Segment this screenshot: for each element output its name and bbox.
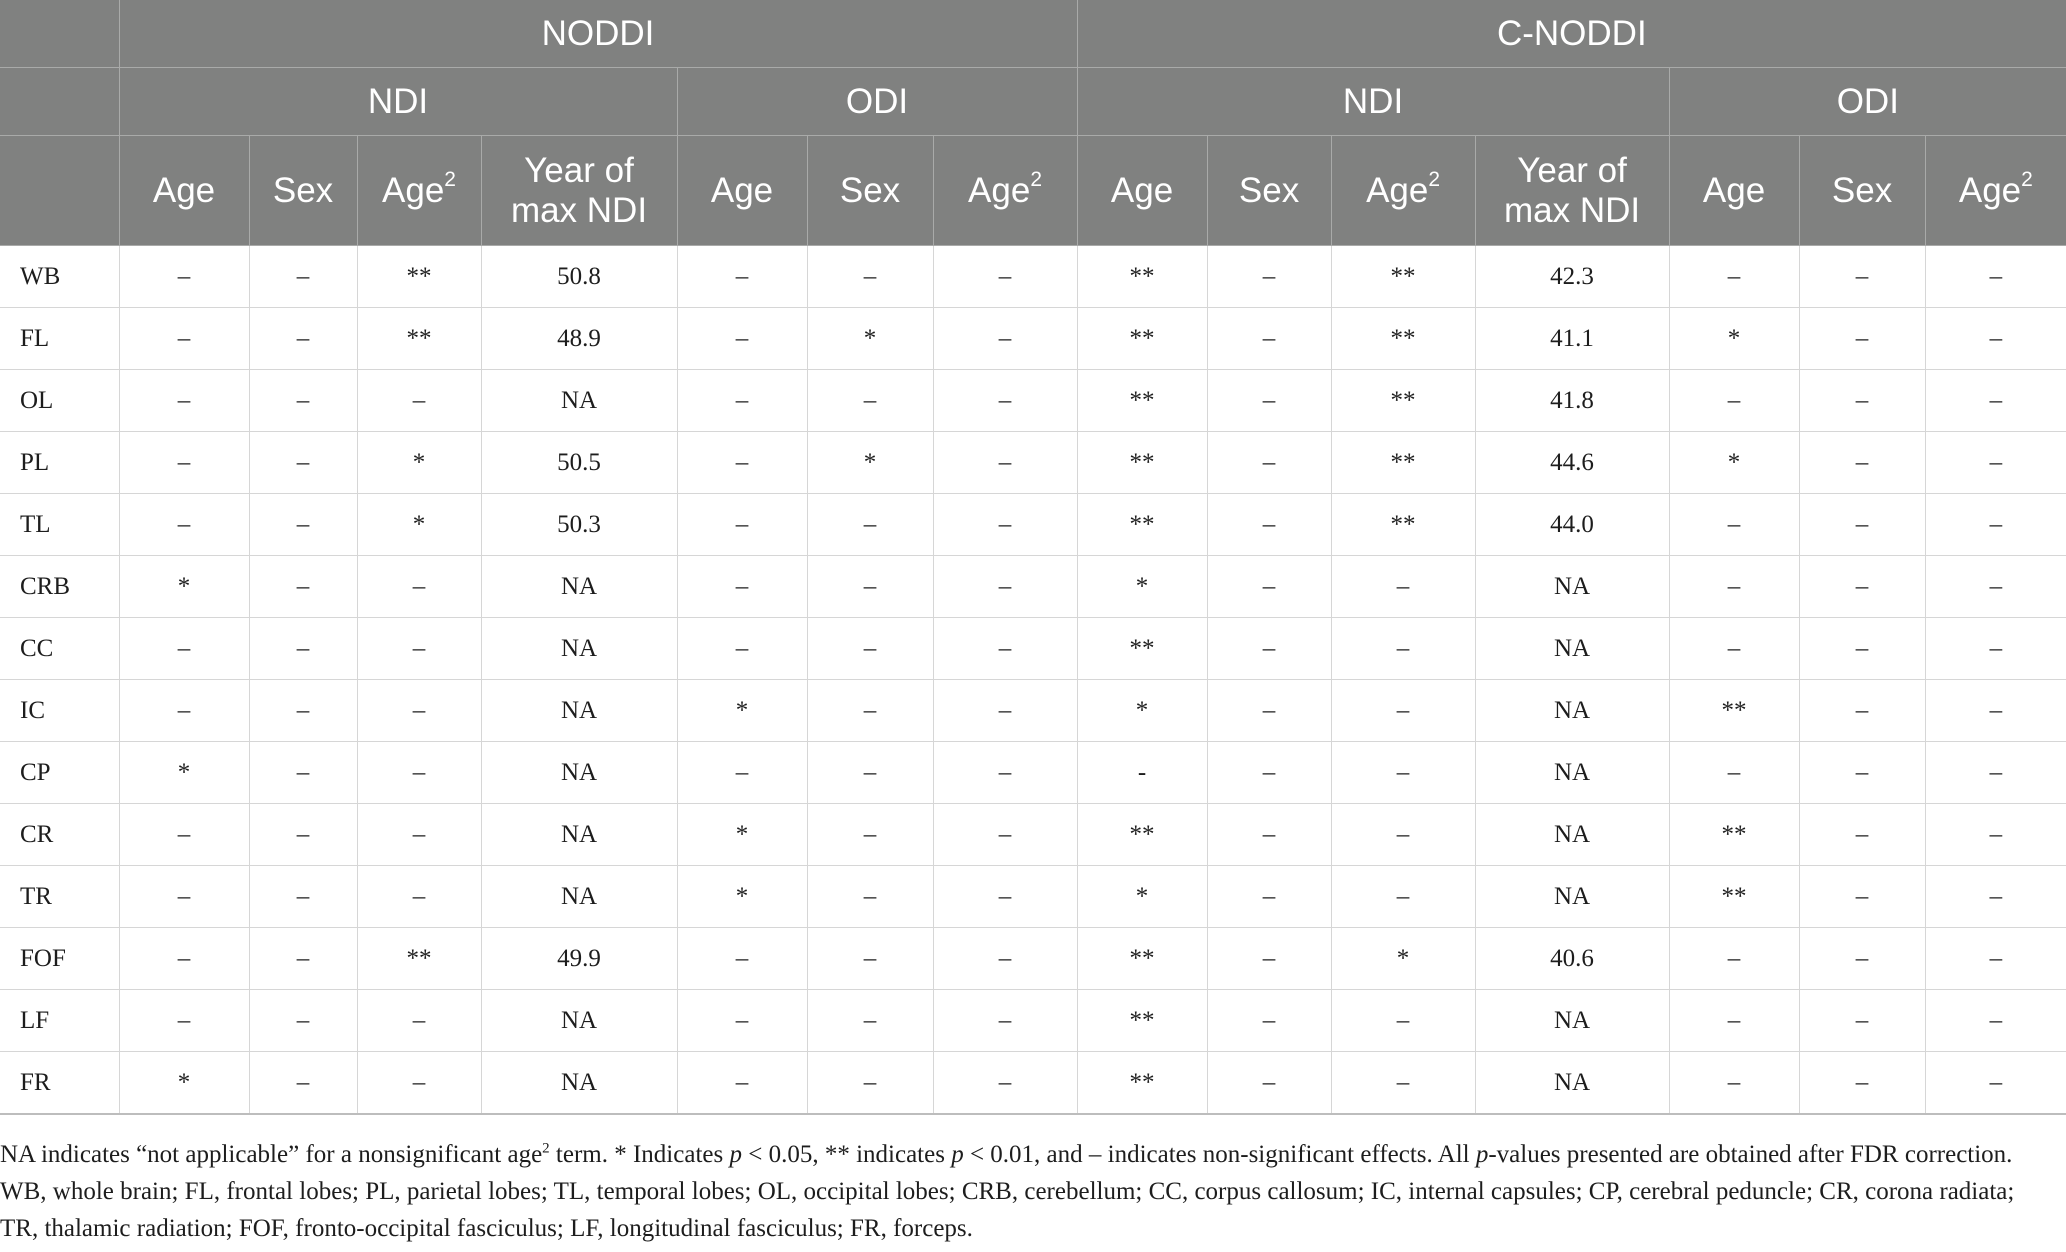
table-cell: –: [1331, 804, 1475, 866]
table-cell: –: [807, 742, 933, 804]
table-cell: –: [807, 556, 933, 618]
table-cell: NA: [481, 1052, 677, 1115]
table-cell: –: [357, 866, 481, 928]
year-max-line2: max NDI: [510, 190, 648, 230]
row-label: TL: [0, 494, 119, 556]
table-cell: 42.3: [1475, 246, 1669, 308]
table-cell: –: [1669, 928, 1799, 990]
table-row: [0, 618, 2066, 680]
table-row: [0, 804, 2066, 866]
table-cell: –: [933, 866, 1077, 928]
table-cell: NA: [481, 990, 677, 1052]
table-cell: –: [249, 680, 357, 742]
table-cell: –: [1925, 370, 2066, 432]
table-cell: *: [807, 308, 933, 370]
table-cell: **: [1077, 246, 1207, 308]
table-cell: –: [1925, 990, 2066, 1052]
table-cell: –: [677, 618, 807, 680]
footnote-italic-p: p: [1475, 1141, 1489, 1168]
table-cell: –: [807, 680, 933, 742]
table-cell: –: [119, 246, 249, 308]
table-cell: –: [249, 990, 357, 1052]
table-cell: *: [119, 1052, 249, 1115]
table-cell: –: [933, 742, 1077, 804]
table-row: [0, 370, 2066, 432]
age-squared-base: Age: [382, 170, 445, 210]
table-cell: **: [1077, 990, 1207, 1052]
table-cell: –: [249, 494, 357, 556]
table-cell: –: [1207, 494, 1331, 556]
table-cell: NA: [1475, 618, 1669, 680]
table-row: [0, 308, 2066, 370]
table-cell: –: [249, 370, 357, 432]
row-label: WB: [0, 246, 119, 308]
table-cell: –: [1669, 556, 1799, 618]
table-cell: –: [1669, 618, 1799, 680]
year-max-line2: max NDI: [1503, 190, 1641, 230]
table-row: [0, 742, 2066, 804]
table-cell: –: [1207, 742, 1331, 804]
table-cell: –: [677, 742, 807, 804]
table-cell: –: [119, 370, 249, 432]
row-label: FR: [0, 1052, 119, 1115]
footnote-text: NA indicates “not applicable” for a nonsignificant age: [0, 1141, 543, 1168]
table-cell: *: [1077, 556, 1207, 618]
metric-header-c-noddi-odi: ODI: [1669, 68, 2066, 136]
table-cell: –: [807, 990, 933, 1052]
table-cell: –: [677, 990, 807, 1052]
corner-cell: [0, 0, 119, 68]
table-cell: –: [933, 1052, 1077, 1115]
table-cell: 44.0: [1475, 494, 1669, 556]
table-cell: –: [357, 742, 481, 804]
table-cell: 50.3: [481, 494, 677, 556]
row-label: TR: [0, 866, 119, 928]
table-cell: –: [1925, 680, 2066, 742]
table-cell: –: [119, 990, 249, 1052]
table-cell: –: [119, 494, 249, 556]
table-cell: *: [677, 680, 807, 742]
table-cell: **: [1669, 804, 1799, 866]
row-label: CC: [0, 618, 119, 680]
table-cell: –: [1207, 1052, 1331, 1115]
table-cell: –: [1925, 742, 2066, 804]
col-header-sex: Sex: [1799, 136, 1925, 246]
table-cell: *: [1331, 928, 1475, 990]
table-cell: –: [357, 618, 481, 680]
table-cell: –: [249, 308, 357, 370]
table-cell: –: [1207, 556, 1331, 618]
table-cell: –: [119, 804, 249, 866]
table-cell: –: [357, 680, 481, 742]
table-row: [0, 246, 2066, 308]
corner-cell: [0, 136, 119, 246]
table-cell: *: [807, 432, 933, 494]
table-cell: –: [1207, 246, 1331, 308]
table-cell: –: [1669, 990, 1799, 1052]
table-cell: **: [1331, 246, 1475, 308]
table-cell: **: [1077, 618, 1207, 680]
table-cell: –: [1799, 866, 1925, 928]
table-cell: –: [807, 928, 933, 990]
table-cell: –: [249, 432, 357, 494]
table-cell: NA: [481, 742, 677, 804]
table-cell: –: [933, 618, 1077, 680]
table-cell: 41.8: [1475, 370, 1669, 432]
table-cell: –: [1799, 370, 1925, 432]
table-cell: –: [807, 866, 933, 928]
table-cell: –: [933, 246, 1077, 308]
table-cell: NA: [1475, 866, 1669, 928]
col-header-age: Age: [119, 136, 249, 246]
table-cell: –: [1331, 1052, 1475, 1115]
age-squared-base: Age: [968, 170, 1031, 210]
age-squared-exponent: 2: [444, 167, 456, 191]
table-cell: –: [807, 370, 933, 432]
age-squared-base: Age: [1958, 170, 2022, 210]
table-cell: *: [1669, 308, 1799, 370]
year-max-line1: Year of: [1517, 150, 1627, 190]
age-squared-exponent: 2: [1428, 167, 1441, 191]
table-cell: –: [1331, 556, 1475, 618]
table-cell: –: [807, 494, 933, 556]
table-cell: –: [1331, 990, 1475, 1052]
table-cell: –: [119, 680, 249, 742]
table-cell: NA: [1475, 804, 1669, 866]
table-row: [0, 1052, 2066, 1115]
table-cell: –: [1799, 308, 1925, 370]
table-cell: –: [1331, 742, 1475, 804]
table-cell: –: [807, 1052, 933, 1115]
table-cell: –: [677, 308, 807, 370]
table-cell: –: [1207, 866, 1331, 928]
row-label: PL: [0, 432, 119, 494]
table-cell: –: [119, 308, 249, 370]
table-cell: –: [677, 432, 807, 494]
table-cell: **: [1331, 494, 1475, 556]
table-cell: **: [1331, 370, 1475, 432]
table-cell: **: [1331, 308, 1475, 370]
table-cell: –: [933, 556, 1077, 618]
table-cell: –: [1925, 618, 2066, 680]
table-cell: NA: [481, 370, 677, 432]
table-cell: *: [119, 556, 249, 618]
table-cell: –: [1799, 556, 1925, 618]
col-header-sex: Sex: [807, 136, 933, 246]
table-cell: *: [677, 804, 807, 866]
table-cell: –: [677, 556, 807, 618]
col-header-age: Age: [677, 136, 807, 246]
table-cell: –: [1799, 680, 1925, 742]
table-cell: –: [1925, 432, 2066, 494]
footnote-text: < 0.01, and – indicates non-significant effects. All: [963, 1141, 1476, 1168]
table-cell: **: [1077, 432, 1207, 494]
table-cell: –: [933, 928, 1077, 990]
col-header-sex: Sex: [249, 136, 357, 246]
table-cell: –: [1207, 370, 1331, 432]
table-cell: –: [249, 928, 357, 990]
table-cell: –: [119, 928, 249, 990]
table-cell: –: [1207, 804, 1331, 866]
table-cell: –: [677, 494, 807, 556]
table-cell: –: [1331, 866, 1475, 928]
row-label: OL: [0, 370, 119, 432]
table-cell: NA: [1475, 742, 1669, 804]
table-cell: -: [1077, 742, 1207, 804]
table-cell: NA: [481, 804, 677, 866]
table-cell: –: [1207, 928, 1331, 990]
table-cell: –: [1925, 246, 2066, 308]
table-cell: 44.6: [1475, 432, 1669, 494]
table-cell: –: [249, 556, 357, 618]
footnote-italic-p: p: [951, 1141, 964, 1168]
metric-header-c-noddi-ndi: NDI: [1077, 68, 1669, 136]
table-footnote: [0, 1136, 2050, 1247]
table-cell: *: [357, 432, 481, 494]
table-cell: –: [807, 246, 933, 308]
table-cell: 49.9: [481, 928, 677, 990]
table-header: [0, 0, 2066, 246]
table-cell: *: [119, 742, 249, 804]
group-header-c-noddi: C-NODDI: [1077, 0, 2066, 68]
table-cell: NA: [1475, 990, 1669, 1052]
table-row: [0, 928, 2066, 990]
row-label: CP: [0, 742, 119, 804]
row-label: FOF: [0, 928, 119, 990]
table-cell: 50.5: [481, 432, 677, 494]
row-label: CRB: [0, 556, 119, 618]
table-cell: –: [357, 804, 481, 866]
table-cell: –: [357, 990, 481, 1052]
table-cell: –: [1925, 556, 2066, 618]
table-body: [0, 246, 2066, 1115]
table-cell: NA: [1475, 680, 1669, 742]
age-squared-exponent: 2: [1030, 167, 1042, 191]
table-row: [0, 556, 2066, 618]
table-cell: –: [807, 618, 933, 680]
table-cell: –: [1331, 618, 1475, 680]
table-cell: –: [249, 804, 357, 866]
table-cell: *: [677, 866, 807, 928]
age-squared-base: Age: [1366, 170, 1429, 210]
metric-header-noddi-ndi: NDI: [119, 68, 677, 136]
table-cell: –: [1669, 1052, 1799, 1115]
table-row: [0, 680, 2066, 742]
col-header-age-squared: [357, 136, 481, 246]
table-cell: –: [1799, 990, 1925, 1052]
table-cell: –: [677, 1052, 807, 1115]
col-header-year-max-ndi: [1475, 136, 1669, 246]
table-cell: NA: [481, 556, 677, 618]
table-cell: 40.6: [1475, 928, 1669, 990]
table-cell: –: [1207, 432, 1331, 494]
table-cell: 48.9: [481, 308, 677, 370]
table-cell: –: [1207, 308, 1331, 370]
table-cell: *: [1077, 866, 1207, 928]
col-header-year-max-ndi: [481, 136, 677, 246]
table-cell: 50.8: [481, 246, 677, 308]
table-row: [0, 866, 2066, 928]
table-cell: **: [1077, 1052, 1207, 1115]
table-cell: **: [1077, 308, 1207, 370]
table-cell: –: [1669, 246, 1799, 308]
table-cell: –: [119, 866, 249, 928]
table-cell: –: [1925, 928, 2066, 990]
table-cell: –: [677, 928, 807, 990]
table-cell: –: [1799, 618, 1925, 680]
row-label: FL: [0, 308, 119, 370]
table-cell: –: [1799, 246, 1925, 308]
table-cell: –: [1925, 866, 2066, 928]
table-cell: –: [677, 246, 807, 308]
footnote-italic-p: p: [729, 1141, 742, 1168]
col-header-age: Age: [1669, 136, 1799, 246]
table-cell: –: [357, 1052, 481, 1115]
table-cell: NA: [1475, 1052, 1669, 1115]
col-header-age: Age: [1077, 136, 1207, 246]
col-header-age-squared: [933, 136, 1077, 246]
table-cell: *: [1669, 432, 1799, 494]
table-cell: –: [119, 432, 249, 494]
table-cell: –: [1331, 680, 1475, 742]
table-cell: –: [933, 680, 1077, 742]
table-cell: –: [933, 804, 1077, 866]
table-cell: –: [1925, 494, 2066, 556]
table-cell: –: [1799, 804, 1925, 866]
table-cell: **: [1077, 370, 1207, 432]
table-cell: NA: [1475, 556, 1669, 618]
table-cell: –: [1799, 432, 1925, 494]
table-cell: –: [1207, 618, 1331, 680]
group-header-noddi: NODDI: [119, 0, 1077, 68]
col-header-sex: Sex: [1207, 136, 1331, 246]
table-cell: –: [933, 370, 1077, 432]
table-cell: –: [249, 742, 357, 804]
table-cell: NA: [481, 618, 677, 680]
table-row: [0, 990, 2066, 1052]
row-label: LF: [0, 990, 119, 1052]
table-cell: –: [119, 618, 249, 680]
table-cell: –: [677, 370, 807, 432]
col-header-age-squared: [1331, 136, 1475, 246]
table-cell: –: [807, 804, 933, 866]
table-cell: **: [357, 308, 481, 370]
table-cell: *: [1077, 680, 1207, 742]
table-cell: –: [1207, 990, 1331, 1052]
age-squared-exponent: 2: [2021, 167, 2033, 191]
table-cell: –: [933, 494, 1077, 556]
table-cell: –: [1925, 1052, 2066, 1115]
table-cell: –: [249, 1052, 357, 1115]
table-cell: **: [1077, 928, 1207, 990]
table-cell: **: [1669, 680, 1799, 742]
table-cell: –: [1799, 494, 1925, 556]
table-cell: –: [1799, 1052, 1925, 1115]
table-cell: –: [357, 370, 481, 432]
year-max-line1: Year of: [524, 150, 634, 190]
row-label: IC: [0, 680, 119, 742]
table-cell: NA: [481, 866, 677, 928]
table-cell: –: [933, 308, 1077, 370]
table-cell: NA: [481, 680, 677, 742]
corner-cell: [0, 68, 119, 136]
table-cell: –: [357, 556, 481, 618]
table-cell: –: [1925, 308, 2066, 370]
table-cell: **: [1077, 804, 1207, 866]
footnote-superscript: 2: [542, 1140, 550, 1157]
table-cell: **: [1669, 866, 1799, 928]
table-row: [0, 432, 2066, 494]
table-cell: **: [357, 928, 481, 990]
metric-header-noddi-odi: ODI: [677, 68, 1077, 136]
footnote-text: -values presented are obtained after FDR correction. WB, whole brain; FL, frontal lobes; PL, parietal lobes; TL, temporal lobes; OL, occipital lobes; CRB, cerebellum; CC, corpus callosum; IC, internal capsules; CP, cerebral peduncle; CR, corona radiata; TR, thalamic radiation; FOF, fronto-occipital fasciculus; LF, longitudinal fasciculus; FR, forceps.: [0, 1141, 2015, 1242]
table-cell: –: [249, 618, 357, 680]
table-cell: –: [1669, 370, 1799, 432]
table-cell: 41.1: [1475, 308, 1669, 370]
table-cell: –: [1207, 680, 1331, 742]
table-cell: **: [357, 246, 481, 308]
table-cell: *: [357, 494, 481, 556]
table-cell: –: [249, 246, 357, 308]
table-cell: –: [249, 866, 357, 928]
table-cell: –: [1799, 742, 1925, 804]
table-cell: –: [1669, 494, 1799, 556]
footnote-text: < 0.05, ** indicates: [741, 1141, 952, 1168]
table-cell: –: [1669, 742, 1799, 804]
row-label: CR: [0, 804, 119, 866]
table-cell: –: [933, 432, 1077, 494]
table-cell: **: [1077, 494, 1207, 556]
table-cell: –: [1925, 804, 2066, 866]
table-cell: –: [933, 990, 1077, 1052]
col-header-age-squared: [1925, 136, 2066, 246]
table-cell: **: [1331, 432, 1475, 494]
footnote-text: term. * Indicates: [549, 1141, 730, 1168]
table-cell: –: [1799, 928, 1925, 990]
table-row: [0, 494, 2066, 556]
